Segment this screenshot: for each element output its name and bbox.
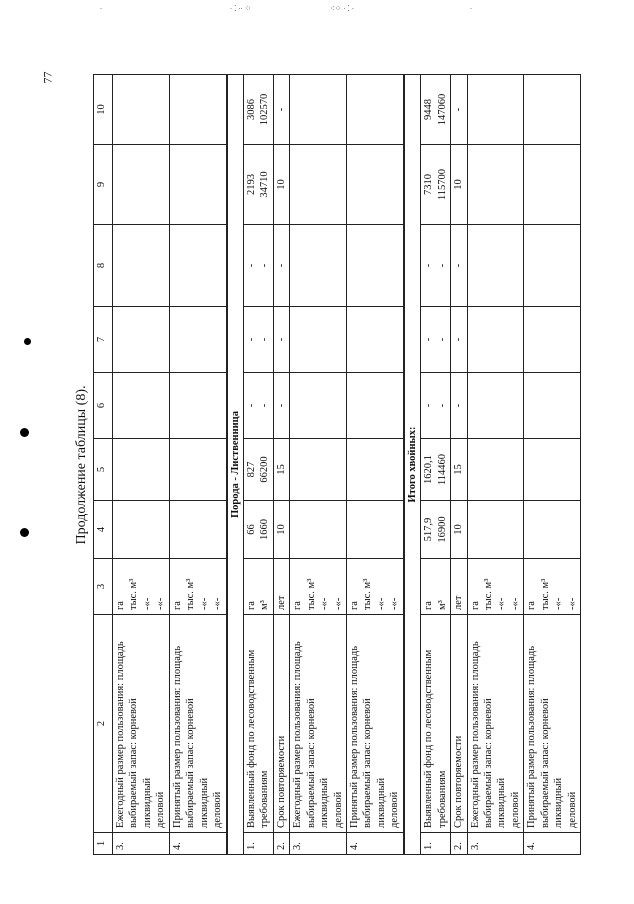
value-cell	[347, 225, 404, 307]
unit-cell: га м³	[421, 559, 451, 615]
value-cell: 1620,1 114460	[421, 439, 451, 501]
value-cell: - -	[243, 225, 273, 307]
row-number: 2.	[451, 833, 467, 855]
value-cell	[290, 501, 347, 559]
value-cell: 66 1660	[243, 501, 273, 559]
indicator-name: Срок повторяемости	[451, 615, 467, 833]
value-cell	[169, 225, 226, 307]
value-cell	[113, 373, 170, 439]
indicator-name: Принятый размер пользования: площадь выбираемый запас: корневой ликвидный деловой	[524, 615, 581, 833]
value-cell	[347, 373, 404, 439]
value-cell: 10	[273, 145, 289, 225]
value-cell	[524, 145, 581, 225]
value-cell	[113, 75, 170, 145]
value-cell	[290, 439, 347, 501]
table-row	[467, 75, 524, 855]
value-cell	[169, 439, 226, 501]
hole-punch-mark	[20, 528, 29, 537]
unit-cell: га тыс. м³ -«- -«-	[467, 559, 524, 615]
value-cell	[347, 501, 404, 559]
section-row	[227, 75, 244, 855]
indicator-name: Ежегодный размер пользования: площадь выбираемый запас: корневой ликвидный деловой	[113, 615, 170, 833]
unit-cell: га тыс. м³ -«- -«-	[524, 559, 581, 615]
indicator-name: Принятый размер пользования: площадь выбираемый запас: корневой ликвидный деловой	[347, 615, 404, 833]
value-cell	[524, 373, 581, 439]
row-number: 3.	[113, 833, 170, 855]
column-header: 9	[94, 145, 113, 225]
value-cell	[524, 75, 581, 145]
value-cell	[524, 501, 581, 559]
scan-noise: ∙ ⁚ ∙∙ ⁘	[230, 4, 252, 13]
value-cell	[467, 75, 524, 145]
value-cell: 7310 115700	[421, 145, 451, 225]
value-cell	[290, 225, 347, 307]
column-header: 10	[94, 75, 113, 145]
column-header: 8	[94, 225, 113, 307]
section-row	[404, 75, 421, 855]
value-cell: 10	[451, 501, 467, 559]
value-cell: -	[451, 225, 467, 307]
indicator-name: Принятый размер пользования: площадь выбираемый запас: корневой ликвидный деловой	[169, 615, 226, 833]
unit-cell: га м³	[243, 559, 273, 615]
value-cell	[113, 145, 170, 225]
value-cell	[169, 501, 226, 559]
value-cell: 15	[273, 439, 289, 501]
table-row	[451, 75, 467, 855]
value-cell: - -	[243, 307, 273, 373]
rotated-page-content	[71, 75, 616, 855]
indicator-name: Ежегодный размер пользования: площадь выбираемый запас: корневой ликвидный деловой	[467, 615, 524, 833]
value-cell	[169, 373, 226, 439]
value-cell: 15	[451, 439, 467, 501]
row-number: 2.	[273, 833, 289, 855]
table-row	[290, 75, 347, 855]
table-row	[113, 75, 170, 855]
value-cell: - -	[421, 373, 451, 439]
column-header: 6	[94, 373, 113, 439]
ink-blot	[24, 338, 31, 345]
indicator-name: Срок повторяемости	[273, 615, 289, 833]
section-title: Порода - Лиственница	[227, 75, 244, 855]
value-cell	[290, 307, 347, 373]
column-header: 5	[94, 439, 113, 501]
unit-cell: га тыс. м³ -«- -«-	[113, 559, 170, 615]
value-cell	[169, 75, 226, 145]
value-cell	[113, 307, 170, 373]
value-cell	[467, 307, 524, 373]
value-cell: 3086 102570	[243, 75, 273, 145]
table-row	[347, 75, 404, 855]
value-cell: 827 66200	[243, 439, 273, 501]
value-cell	[524, 307, 581, 373]
column-header: 3	[94, 559, 113, 615]
page-number: 77	[40, 71, 55, 84]
indicator-name: Выявленный фонд по лесоводственным требованиям	[421, 615, 451, 833]
value-cell	[169, 145, 226, 225]
value-cell: -	[451, 307, 467, 373]
table-row	[169, 75, 226, 855]
value-cell	[524, 225, 581, 307]
row-number: 1.	[243, 833, 273, 855]
value-cell	[467, 145, 524, 225]
value-cell	[169, 307, 226, 373]
unit-cell: га тыс. м³ -«- -«-	[347, 559, 404, 615]
unit-cell: лет	[273, 559, 289, 615]
value-cell	[113, 439, 170, 501]
row-number: 4.	[347, 833, 404, 855]
table-row	[421, 75, 451, 855]
column-header: 7	[94, 307, 113, 373]
value-cell: 2193 34710	[243, 145, 273, 225]
value-cell	[290, 75, 347, 145]
value-cell	[347, 307, 404, 373]
forest-use-table	[93, 74, 581, 855]
value-cell: 10	[273, 501, 289, 559]
value-cell	[347, 439, 404, 501]
value-cell	[347, 145, 404, 225]
column-header: 1	[94, 833, 113, 855]
value-cell	[467, 225, 524, 307]
scan-noise: ∙	[470, 4, 472, 13]
value-cell: - -	[421, 225, 451, 307]
value-cell: 517,9 16900	[421, 501, 451, 559]
value-cell: -	[273, 373, 289, 439]
unit-cell: лет	[451, 559, 467, 615]
value-cell	[467, 373, 524, 439]
scan-noise: ∙	[100, 4, 102, 13]
unit-cell: га тыс. м³ -«- -«-	[169, 559, 226, 615]
value-cell	[524, 439, 581, 501]
value-cell: -	[451, 373, 467, 439]
value-cell	[290, 373, 347, 439]
section-title: Итого хвойных:	[404, 75, 421, 855]
row-number: 4.	[524, 833, 581, 855]
value-cell: -	[273, 307, 289, 373]
value-cell: 10	[451, 145, 467, 225]
value-cell: -	[273, 75, 289, 145]
indicator-name: Ежегодный размер пользования: площадь выбираемый запас: корневой ликвидный деловой	[290, 615, 347, 833]
table-row	[524, 75, 581, 855]
value-cell	[113, 225, 170, 307]
value-cell	[467, 501, 524, 559]
indicator-name: Выявленный фонд по лесоводственным требованиям	[243, 615, 273, 833]
row-number: 3.	[467, 833, 524, 855]
value-cell	[290, 145, 347, 225]
value-cell: -	[451, 75, 467, 145]
value-cell: 9448 147060	[421, 75, 451, 145]
column-header: 4	[94, 501, 113, 559]
value-cell: -	[273, 225, 289, 307]
table-row	[273, 75, 289, 855]
column-header: 2	[94, 615, 113, 833]
table-title: Продолжение таблицы (8).	[74, 385, 89, 545]
unit-cell: га тыс. м³ -«- -«-	[290, 559, 347, 615]
row-number: 4.	[169, 833, 226, 855]
hole-punch-mark	[20, 428, 29, 437]
value-cell	[467, 439, 524, 501]
row-number: 3.	[290, 833, 347, 855]
value-cell: - -	[421, 307, 451, 373]
value-cell	[347, 75, 404, 145]
scan-noise: ⁖⁘ ∙ ⁚ ∙	[330, 4, 354, 13]
table-row	[243, 75, 273, 855]
value-cell	[113, 501, 170, 559]
value-cell: - -	[243, 373, 273, 439]
row-number: 1.	[421, 833, 451, 855]
